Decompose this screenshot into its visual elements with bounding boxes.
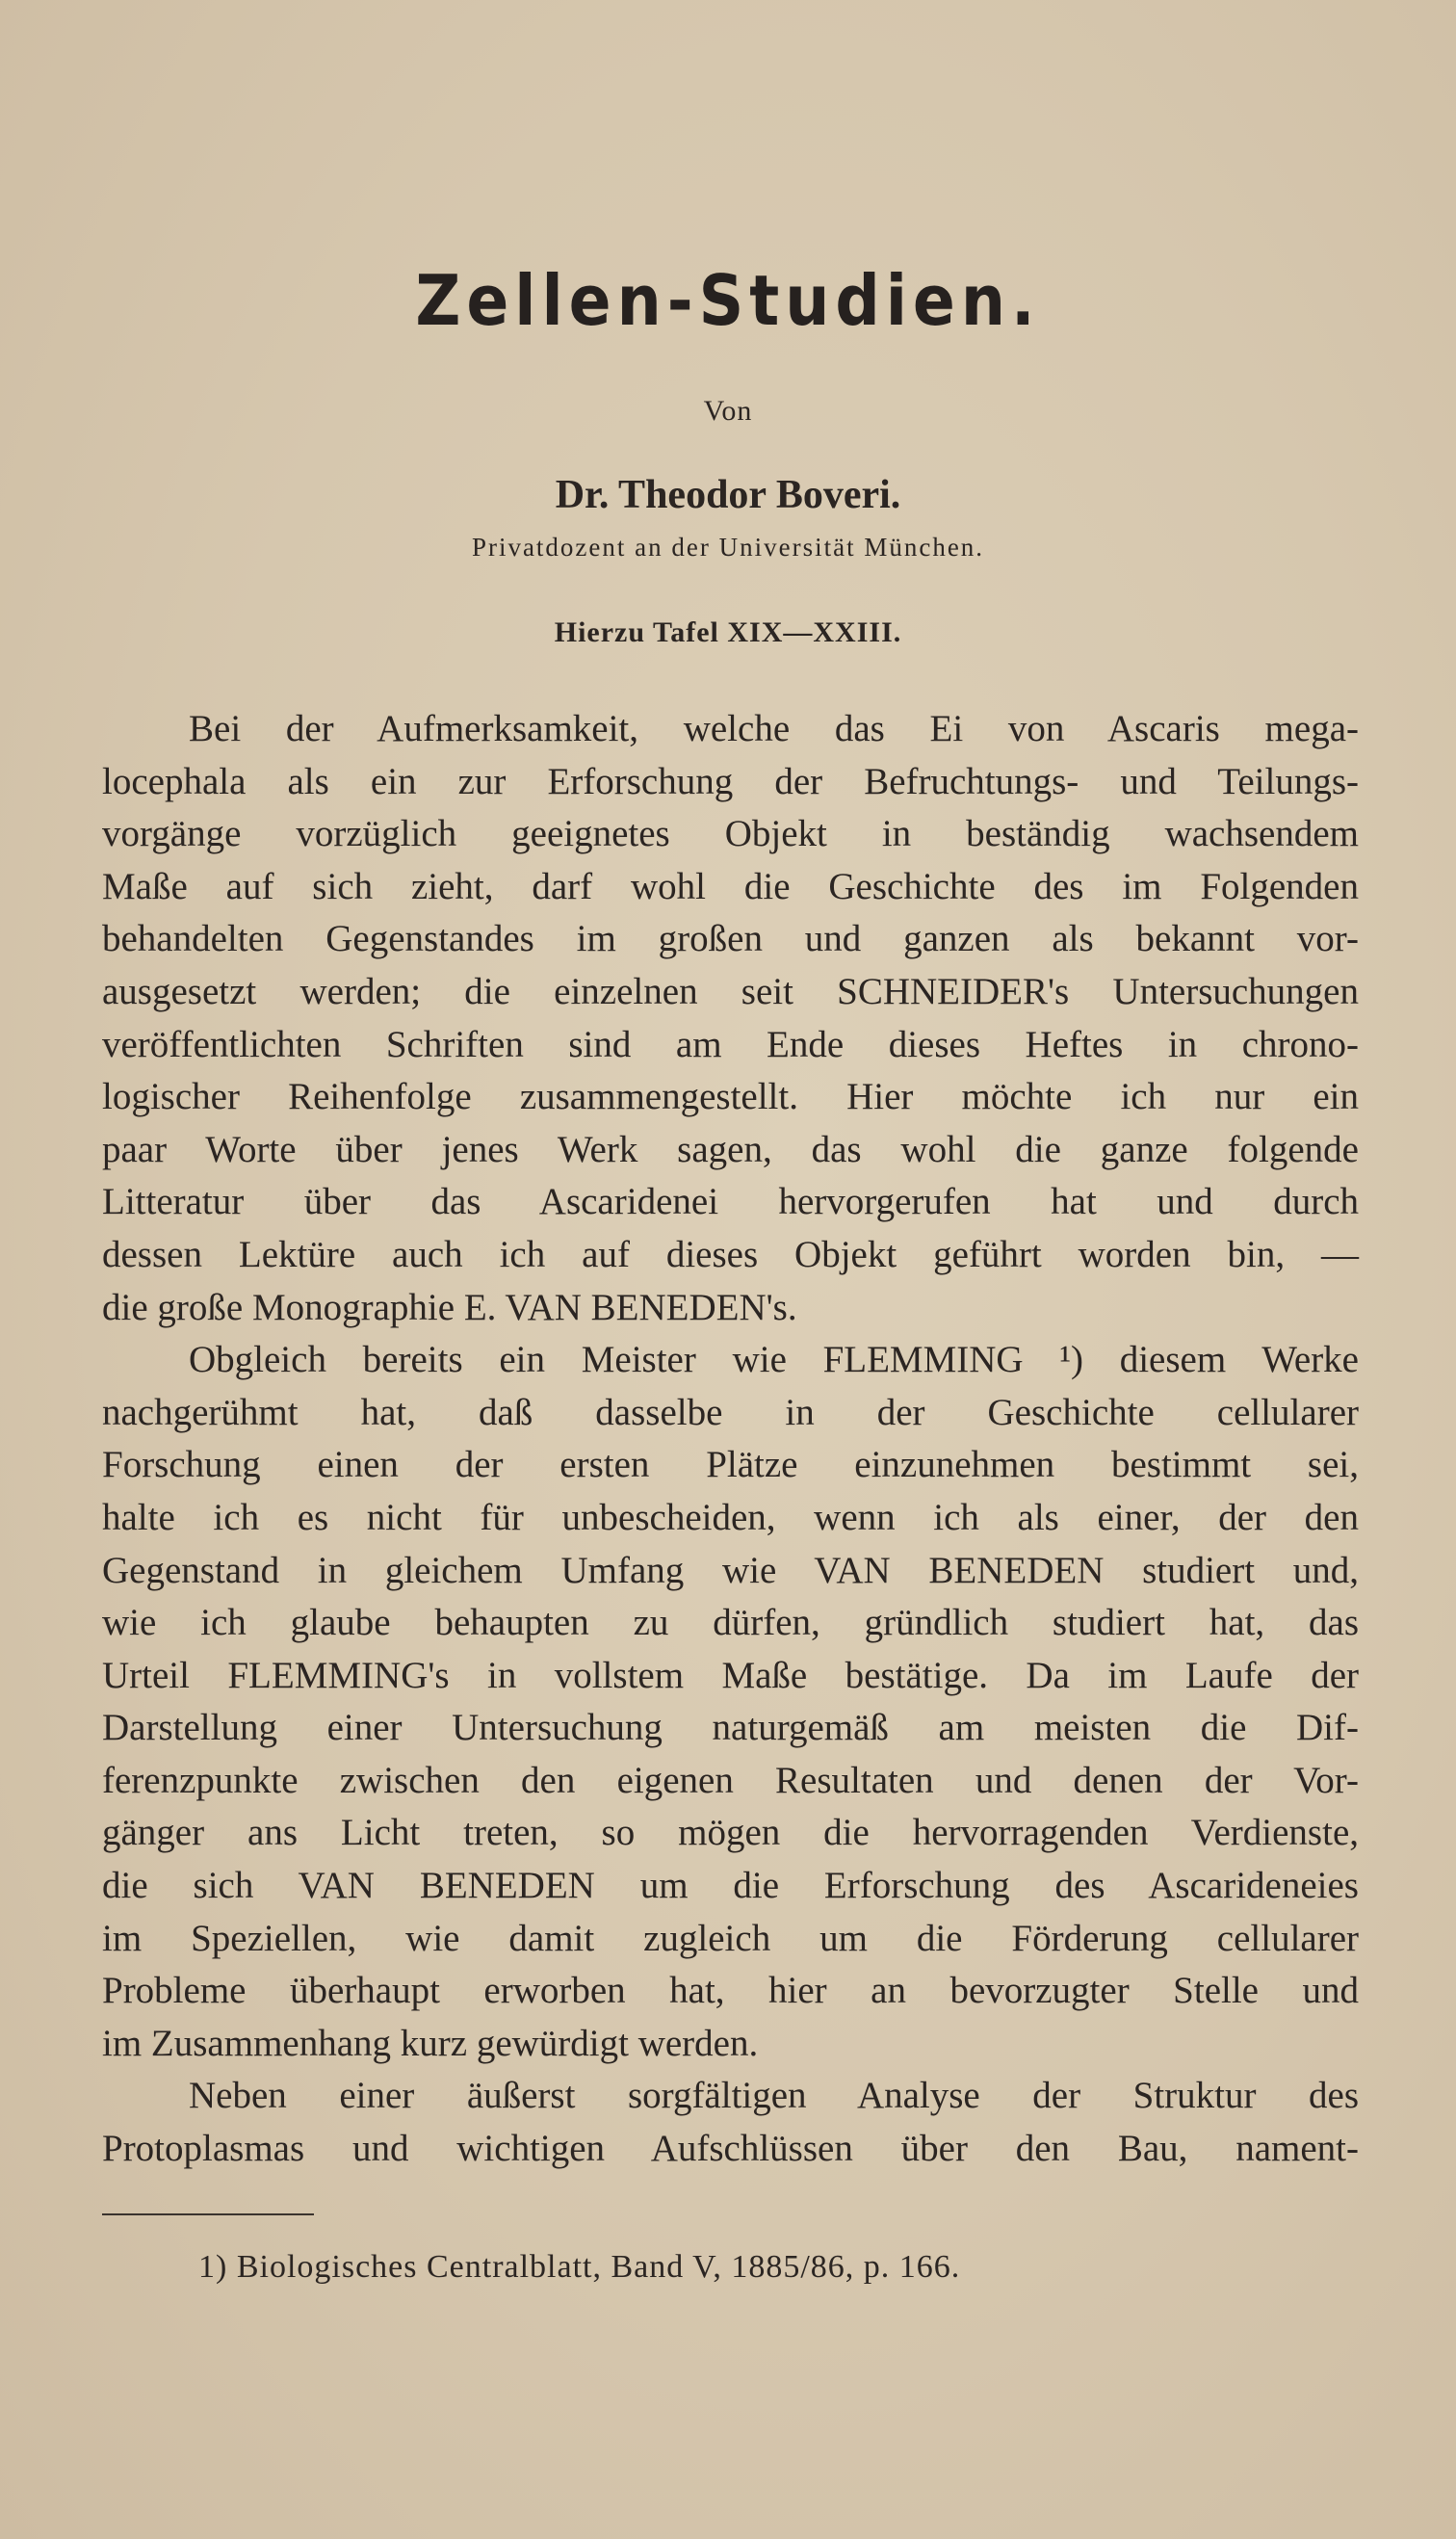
text-line: im Zusammenhang kurz gewürdigt werden. — [102, 2022, 759, 2064]
text-line: dessen Lektüre auch ich auf dieses Objekt geführt worden bin, — — [102, 1233, 1359, 1275]
text-line: nachgerühmt hat, daß dasselbe in der Geschichte cellularer — [102, 1391, 1359, 1433]
text-line: die sich VAN BENEDEN um die Erforschung des Ascarideneies — [102, 1865, 1359, 1907]
text-line: vorgänge vorzüglich geeignetes Objekt in beständig wachsendem — [102, 813, 1359, 855]
text-line: Neben einer äußerst sorgfältigen Analyse der Struktur des — [189, 2075, 1359, 2117]
article-title: Zellen-Studien. — [415, 260, 1041, 341]
text-line: Urteil FLEMMING's in vollstem Maße bestätige. Da im Laufe der — [102, 1654, 1359, 1696]
text-line: im Speziellen, wie damit zugleich um die Förderung cellularer — [102, 1917, 1359, 1959]
body-text — [102, 703, 1359, 2176]
text-line: Darstellung einer Untersuchung naturgemäß am meisten die Dif- — [102, 1707, 1359, 1749]
text-line: wie ich glaube behaupten zu dürfen, gründlich studiert hat, das — [102, 1602, 1359, 1644]
text-line: Litteratur über das Ascaridenei hervorgerufen hat und durch — [102, 1181, 1359, 1223]
text-line: halte ich es nicht für unbescheiden, wenn ich als einer, der den — [102, 1496, 1359, 1538]
text-line: locephala als ein zur Erforschung der Befruchtungs- und Teilungs- — [102, 760, 1359, 802]
text-line: Bei der Aufmerksamkeit, welche das Ei von Ascaris mega- — [189, 708, 1359, 749]
text-line: gänger ans Licht treten, so mögen die hervorragenden Verdienste, — [102, 1812, 1359, 1854]
text-line: Probleme überhaupt erworben hat, hier an bevorzugter Stelle und — [102, 1970, 1359, 2012]
text-line: die große Monographie E. VAN BENEDEN's. — [102, 1286, 797, 1328]
author-name: Dr. Theodor Boveri. — [555, 473, 901, 517]
text-line: veröffentlichten Schriften sind am Ende dieses Heftes in chrono- — [102, 1023, 1359, 1065]
text-line: Forschung einen der ersten Plätze einzunehmen bestimmt sei, — [102, 1444, 1359, 1486]
footnote: 1) Biologisches Centralblatt, Band V, 1885/86, p. 166. — [198, 2249, 961, 2285]
byline-von: Von — [703, 395, 753, 427]
text-line: ausgesetzt werden; die einzelnen seit SCHNEIDER's Untersuchungen — [102, 970, 1359, 1012]
author-affiliation: Privatdozent an der Universität München. — [471, 533, 985, 562]
text-line: behandelten Gegenstandes im großen und ganzen als bekannt vor- — [102, 918, 1359, 960]
footnote-divider — [102, 2213, 314, 2215]
text-line: Gegenstand in gleichem Umfang wie VAN BENEDEN studiert und, — [102, 1549, 1359, 1591]
text-line: ferenzpunkte zwischen den eigenen Resultaten und denen der Vor- — [102, 1759, 1359, 1801]
plates-note: Hierzu Tafel XIX—XXIII. — [554, 616, 902, 648]
text-line: Protoplasmas und wichtigen Aufschlüssen über den Bau, nament- — [102, 2128, 1359, 2170]
text-line: Obgleich bereits ein Meister wie FLEMMING ¹) diesem Werke — [189, 1339, 1359, 1381]
text-line: paar Worte über jenes Werk sagen, das wohl die ganze folgende — [102, 1128, 1359, 1170]
text-line: logischer Reihenfolge zusammengestellt. Hier möchte ich nur ein — [102, 1076, 1359, 1118]
text-line: Maße auf sich zieht, darf wohl die Geschichte des im Folgenden — [102, 865, 1359, 907]
